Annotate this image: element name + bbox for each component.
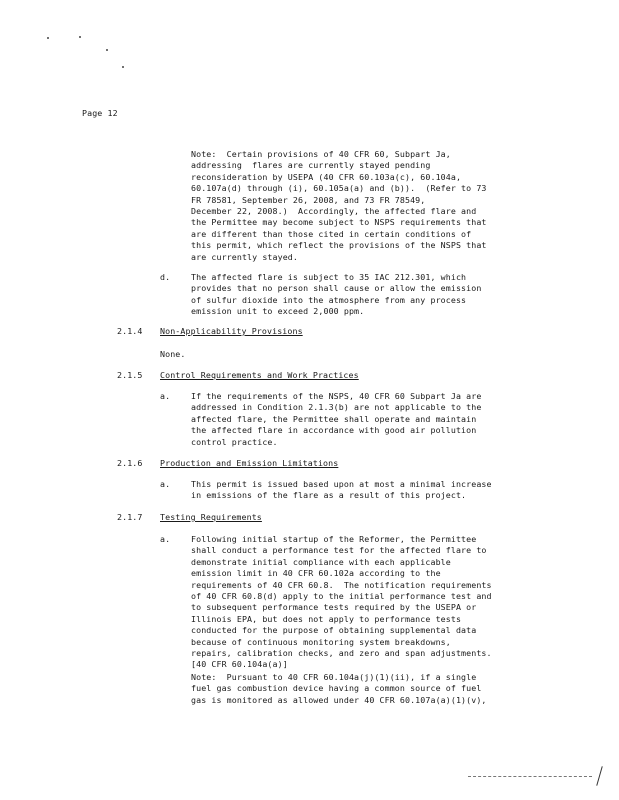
note-line: addressing flares are currently stayed pending (191, 160, 431, 171)
initials-line (468, 776, 592, 777)
page-label: Page 12 (82, 108, 118, 118)
item-line: emission limit in 40 CFR 60.102a according to the (191, 568, 441, 579)
item-label-2-1-7-a: a. (160, 534, 171, 544)
item-line: demonstrate initial compliance with each applicable (191, 556, 451, 567)
item-line: repairs, calibration checks, and zero and span adjustments. (191, 648, 492, 659)
note-line: December 22, 2008.) Accordingly, the affected flare and (191, 206, 477, 217)
item-text-2-1-5-a (191, 391, 481, 448)
item-line: Following initial startup of the Reformer, the Permittee (191, 534, 477, 544)
note-line: reconsideration by USEPA (40 CFR 60.103a(c), 60.104a, (191, 171, 462, 182)
item-label-2-1-5-a: a. (160, 391, 171, 401)
item-line: If the requirements of the NSPS, 40 CFR 60 Subpart Ja are (191, 391, 482, 401)
scan-speck (122, 66, 124, 68)
item-d-line: The affected flare is subject to 35 IAC 212.301, which (191, 272, 467, 282)
item-d-line: provides that no person shall cause or allow the emission (191, 283, 482, 294)
item-line: Illinois EPA, but does not apply to performance tests (191, 613, 462, 624)
item-text-2-1-6-a (191, 479, 492, 502)
note-line: Note: Certain provisions of 40 CFR 60, Subpart Ja, (191, 149, 451, 159)
section-heading-2-1-7: Testing Requirements (160, 512, 262, 522)
section-number-2-1-4: 2.1.4 (117, 326, 143, 336)
item-d-label: d. (160, 272, 171, 282)
section-heading-2-1-4: Non-Applicability Provisions (160, 326, 303, 336)
section-heading-2-1-5: Control Requirements and Work Practices (160, 370, 359, 380)
item-text-2-1-7-a (191, 534, 492, 671)
note-flare-stay (191, 149, 487, 263)
note-line: Note: Pursuant to 40 CFR 60.104a(j)(1)(ii), if a single (191, 672, 477, 682)
initials-mark (596, 766, 602, 786)
item-line: because of continuous monitoring system breakdowns, (191, 636, 451, 647)
item-line: in emissions of the flare as a result of this project. (191, 490, 467, 501)
note-line: the Permittee may become subject to NSPS requirements that (191, 217, 487, 228)
item-d-line: of sulfur dioxide into the atmosphere from any process (191, 294, 467, 305)
scan-speck (79, 36, 81, 38)
item-line: requirements of 40 CFR 60.8. The notification requirements (191, 579, 492, 590)
section-heading-2-1-6: Production and Emission Limitations (160, 458, 339, 468)
note-2-1-7 (191, 672, 487, 706)
section-number-2-1-6: 2.1.6 (117, 458, 143, 468)
note-line: this permit, which reflect the provisions of the NSPS that (191, 240, 487, 251)
note-line: are different than those cited in certain conditions of (191, 228, 472, 239)
section-body-2-1-4: None. (160, 349, 186, 359)
item-line: control practice. (191, 436, 278, 447)
item-line: conducted for the purpose of obtaining supplemental data (191, 625, 477, 636)
note-line: 60.107a(d) through (i), 60.105a(a) and (b)). (Refer to 73 (191, 183, 487, 194)
item-line: to subsequent performance tests required by the USEPA or (191, 602, 477, 613)
item-line: This permit is issued based upon at most a minimal increase (191, 479, 492, 489)
note-line: fuel gas combustion device having a common source of fuel (191, 683, 482, 694)
note-line: are currently stayed. (191, 251, 298, 262)
item-line: affected flare, the Permittee shall operate and maintain (191, 413, 477, 424)
item-d-line: emission unit to exceed 2,000 ppm. (191, 306, 365, 317)
item-line: [40 CFR 60.104a(a)] (191, 659, 288, 670)
section-number-2-1-7: 2.1.7 (117, 512, 143, 522)
note-line: gas is monitored as allowed under 40 CFR 60.107a(a)(1)(v), (191, 694, 487, 705)
item-line: of 40 CFR 60.8(d) apply to the initial performance test and (191, 591, 492, 602)
item-line: shall conduct a performance test for the affected flare to (191, 545, 487, 556)
scan-speck (106, 49, 108, 51)
item-line: the affected flare in accordance with good air pollution (191, 425, 477, 436)
note-line: FR 78581, September 26, 2008, and 73 FR 78549, (191, 194, 426, 205)
scan-speck (47, 37, 49, 39)
item-d-text (191, 272, 481, 318)
item-label-2-1-6-a: a. (160, 479, 171, 489)
item-line: addressed in Condition 2.1.3(b) are not applicable to the (191, 402, 482, 413)
section-number-2-1-5: 2.1.5 (117, 370, 143, 380)
